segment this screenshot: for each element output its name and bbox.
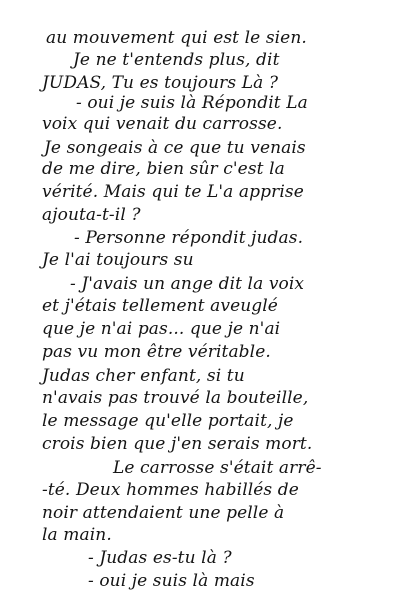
manuscript-line: noir attendaient une pelle à	[42, 503, 285, 523]
manuscript-line: le message qu'elle portait, je	[42, 411, 294, 431]
manuscript-line: - oui je suis là mais	[88, 571, 255, 591]
manuscript-line: la main.	[42, 525, 112, 545]
manuscript-line: et j'étais tellement aveuglé	[42, 296, 278, 316]
manuscript-line: Je l'ai toujours su	[42, 250, 194, 270]
manuscript-line: - Personne répondit judas.	[74, 228, 304, 248]
manuscript-line: Le carrosse s'était arrê-	[113, 458, 322, 478]
manuscript-line: - oui je suis là Répondit La	[76, 93, 308, 113]
manuscript-line: que je n'ai pas... que je n'ai	[42, 319, 281, 339]
manuscript-line: voix qui venait du carrosse.	[42, 114, 283, 134]
manuscript-line: au mouvement qui est le sien.	[46, 28, 307, 48]
manuscript-line: - J'avais un ange dit la voix	[70, 274, 305, 294]
manuscript-line: n'avais pas trouvé la bouteille,	[42, 388, 309, 408]
manuscript-line: pas vu mon être véritable.	[42, 342, 271, 362]
manuscript-line: Judas cher enfant, si tu	[42, 366, 245, 386]
manuscript-line: Je songeais à ce que tu venais	[44, 138, 306, 158]
manuscript-line: ajouta-t-il ?	[42, 205, 141, 225]
manuscript-line: - Judas es-tu là ?	[88, 548, 232, 568]
manuscript-line: -té. Deux hommes habillés de	[42, 480, 299, 500]
manuscript-line: de me dire, bien sûr c'est la	[42, 159, 285, 179]
manuscript-line: crois bien que j'en serais mort.	[42, 434, 313, 454]
manuscript-line: vérité. Mais qui te L'a apprise	[42, 182, 304, 202]
manuscript-line: Je ne t'entends plus, dit	[73, 50, 280, 70]
manuscript-line: JUDAS, Tu es toujours Là ?	[42, 73, 279, 93]
